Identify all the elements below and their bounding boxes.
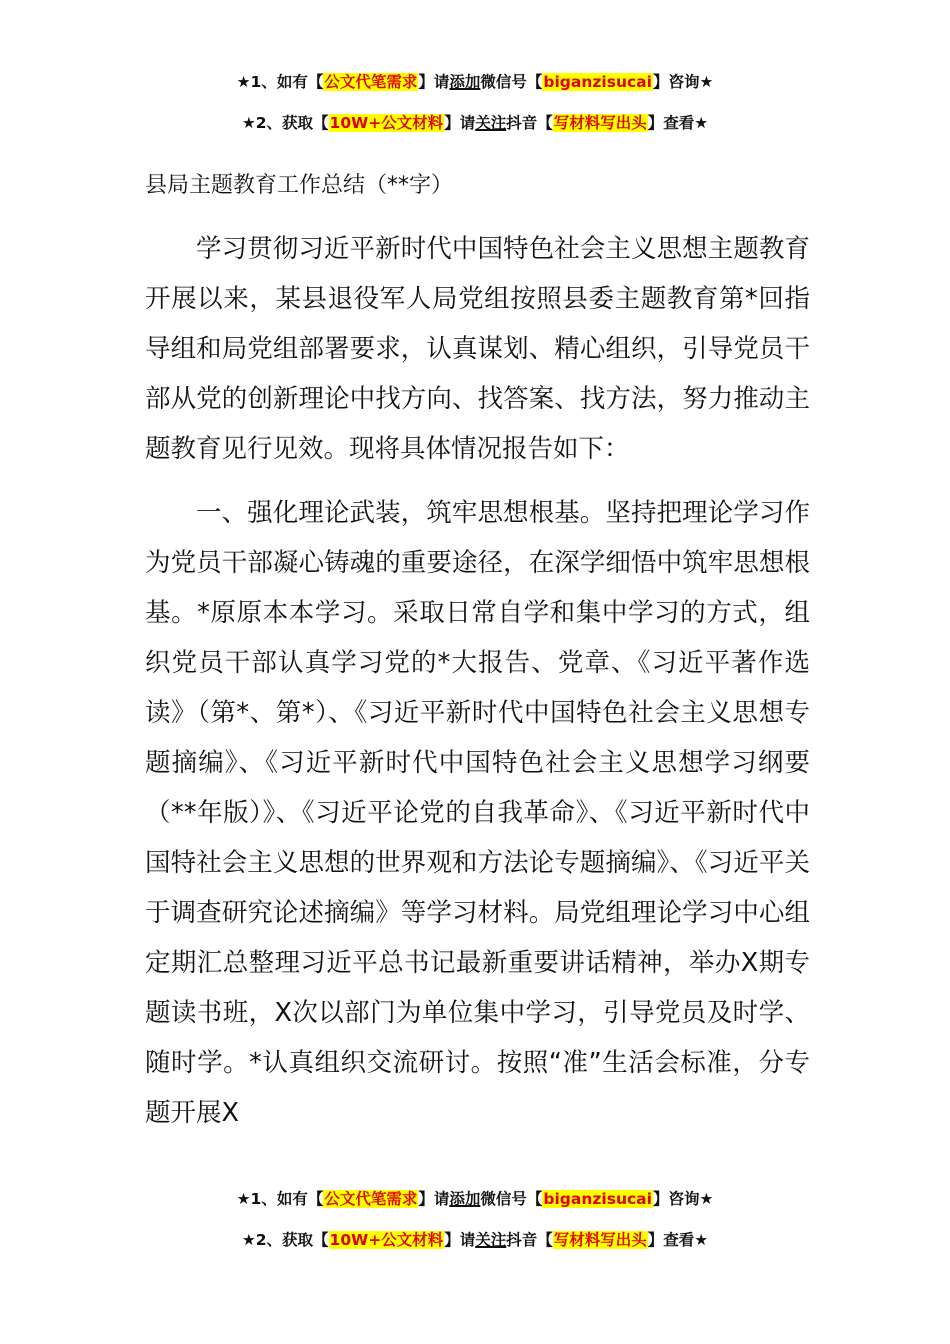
- promo-text: 】查看★: [647, 114, 709, 132]
- promo-text: 】请: [444, 114, 476, 132]
- promo-text: ★1、如有【: [236, 1190, 324, 1208]
- footer-promo-line-2: [0, 1228, 950, 1250]
- promo-highlight: 10W+公文材料: [329, 1231, 444, 1249]
- header-promo-line-1: [0, 70, 950, 92]
- footer-promo-line-1: [0, 1187, 950, 1209]
- promo-text: ★2、获取【: [241, 1231, 329, 1249]
- promo-highlight: 10W+公文材料: [329, 114, 444, 132]
- promo-highlight: 公文代笔需求: [324, 73, 418, 91]
- promo-text: 】查看★: [647, 1231, 709, 1249]
- promo-highlight-wechat: biganzisucai: [543, 73, 652, 91]
- promo-text: 微信号【: [480, 1190, 543, 1208]
- promo-text: 抖音【: [506, 114, 553, 132]
- promo-text: 】咨询★: [652, 73, 714, 91]
- promo-text: ★1、如有【: [236, 73, 324, 91]
- promo-text: ★2、获取【: [241, 114, 329, 132]
- promo-highlight: 公文代笔需求: [324, 1190, 418, 1208]
- paragraph-section-1: 一、强化理论武装，筑牢思想根基。坚持把理论学习作为党员干部凝心铸魂的重要途径，在深学细悟中筑牢思想根基。*原原本本学习。采取日常自学和集中学习的方式，组织党员干部认真学习党的*大报告、党章、《习近平著作选读》（第*、第*）、《习近平新时代中国特色社会主义思想专题摘编》、《习近平新时代中国特色社会主义思想学习纲要（**年版）》、《习近平论党的自我革命》、《习近平新时代中国特社会主义思想的世界观和方法论专题摘编》、《习近平关于调查研究论述摘编》等学习材料。局党组理论学习中心组定期汇总整理习近平总书记最新重要讲话精神，举办X期专题读书班，X次以部门为单位集中学习，引导党员及时学、随时学。*认真组织交流研讨。按照“准”生活会标准，分专题开展X: [145, 498, 810, 1128]
- promo-underlined: 关注: [475, 114, 507, 132]
- promo-text: 】请: [418, 1190, 450, 1208]
- header-promo-line-2: [0, 111, 950, 133]
- promo-text: 】请: [444, 1231, 476, 1249]
- paragraph-intro: 学习贯彻习近平新时代中国特色社会主义思想主题教育开展以来，某县退役军人局党组按照县委主题教育第*回指导组和局党组部署要求，认真谋划、精心组织，引导党员干部从党的创新理论中找方向、找答案、找方法，努力推动主题教育见行见效。现将具体情况报告如下：: [145, 234, 810, 464]
- document-title: 县局主题教育工作总结（**字）: [145, 173, 454, 198]
- promo-underlined: 添加: [449, 73, 481, 91]
- promo-underlined: 关注: [475, 1231, 507, 1249]
- promo-text: 】请: [418, 73, 450, 91]
- promo-highlight-wechat: biganzisucai: [543, 1190, 652, 1208]
- promo-highlight-douyin: 写材料写出头: [553, 1231, 647, 1249]
- promo-text: 】咨询★: [652, 1190, 714, 1208]
- promo-text: 微信号【: [480, 73, 543, 91]
- promo-text: 抖音【: [506, 1231, 553, 1249]
- promo-underlined: 添加: [449, 1190, 481, 1208]
- promo-highlight-douyin: 写材料写出头: [553, 114, 647, 132]
